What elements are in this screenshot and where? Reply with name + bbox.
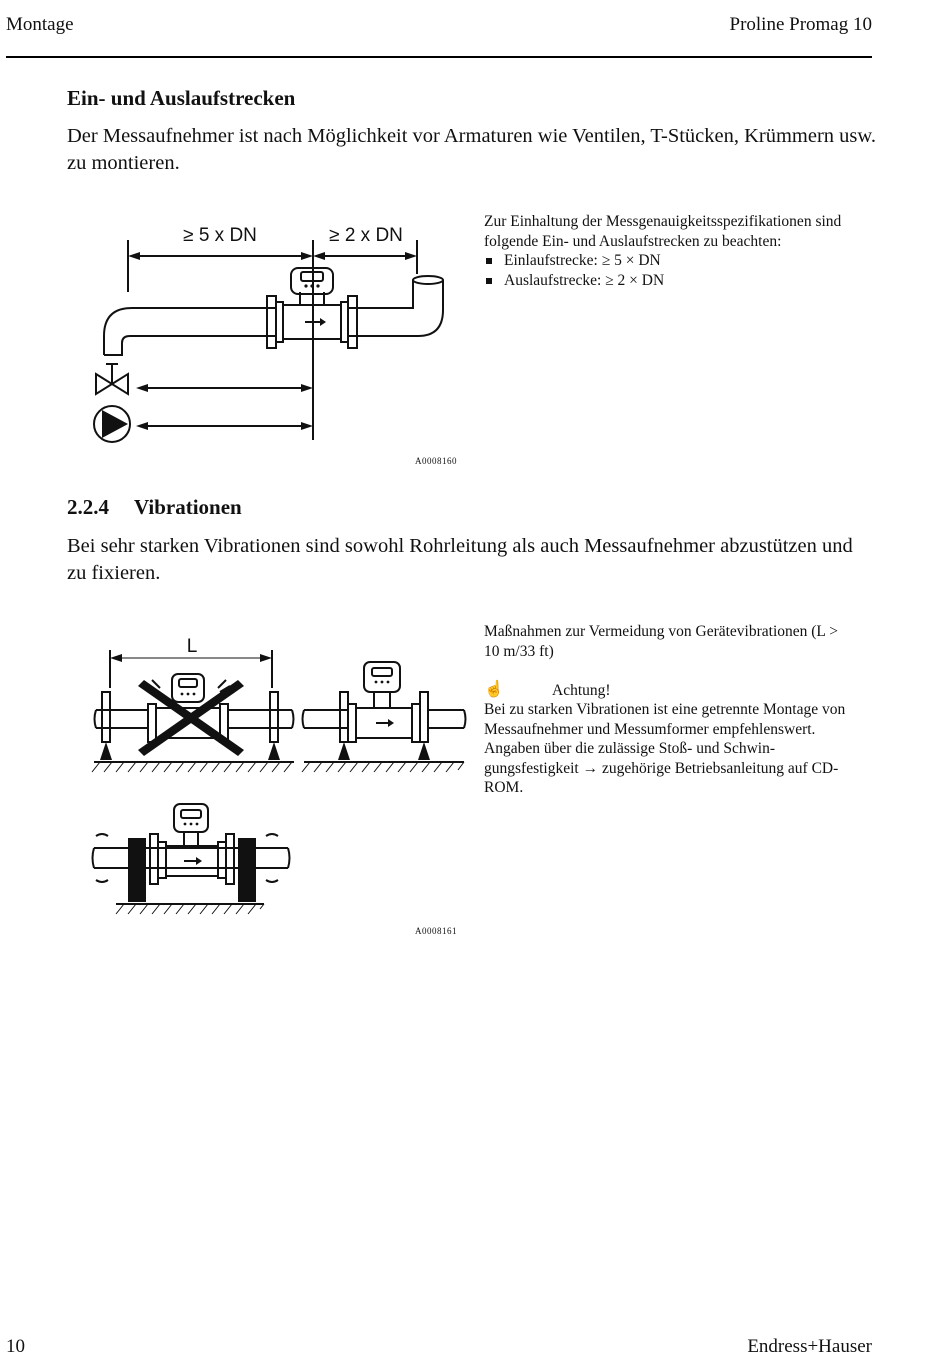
brand-name: Endress+Hauser (747, 1336, 872, 1357)
caution-text: Bei zu starken Vibrationen ist eine getrennte Montage von Messaufnehmer und Messumformer empfehlenswert. Angaben über die zulässige Stoß- und Schwingungsfestigkeit → zugehörige Betriebsanleitung auf CD-ROM. (484, 701, 846, 796)
section-title-inlet-outlet: Ein- und Auslaufstrecken (67, 86, 296, 110)
inlet-dimension-label: ≥ 5 x DN (183, 225, 257, 246)
figure-code-1: A0008160 (415, 456, 457, 466)
vibration-note (484, 622, 856, 798)
inlet-outlet-note-text: Zur Einhaltung der Messgenauigkeitsspezifikationen sind folgende Ein- und Auslaufstrecken zu beachten: (484, 213, 842, 250)
inlet-outlet-list (484, 251, 854, 290)
figure-code-2: A0008161 (415, 926, 457, 936)
vibration-intro-text: Bei sehr starken Vibrationen sind sowohl Rohrleitung als auch Messaufnehmer abzustützen und zu fixieren. (67, 535, 853, 584)
list-item: Auslaufstrecke: ≥ 2 × DN (484, 271, 854, 291)
inlet-outlet-diagram (88, 210, 468, 450)
vibration-note-title: Maßnahmen zur Vermeidung von Gerätevibrationen (L > 10 m/33 ft) (484, 623, 838, 660)
outlet-dimension-label: ≥ 2 x DN (329, 225, 403, 246)
running-header-left: Montage (6, 14, 74, 35)
length-dimension-label: L (186, 636, 198, 657)
pointing-hand-icon: ☝ (484, 681, 504, 698)
section-heading-vibrations (67, 495, 242, 520)
caution-label: Achtung! (552, 682, 611, 699)
caution-row (484, 681, 856, 700)
inlet-outlet-note (484, 212, 854, 290)
section-number: 2.2.4 (67, 495, 109, 519)
vibration-diagram (88, 628, 468, 918)
page-number: 10 (6, 1336, 25, 1357)
header-rule (6, 56, 872, 58)
running-header-right: Proline Promag 10 (729, 14, 872, 35)
section-intro-text: Der Messaufnehmer ist nach Möglichkeit vor Armaturen wie Ventilen, T-Stücken, Krümmern usw. zu montieren. (67, 125, 877, 174)
list-item: Einlaufstrecke: ≥ 5 × DN (484, 251, 854, 271)
section-title-vibrations: Vibrationen (134, 495, 242, 519)
